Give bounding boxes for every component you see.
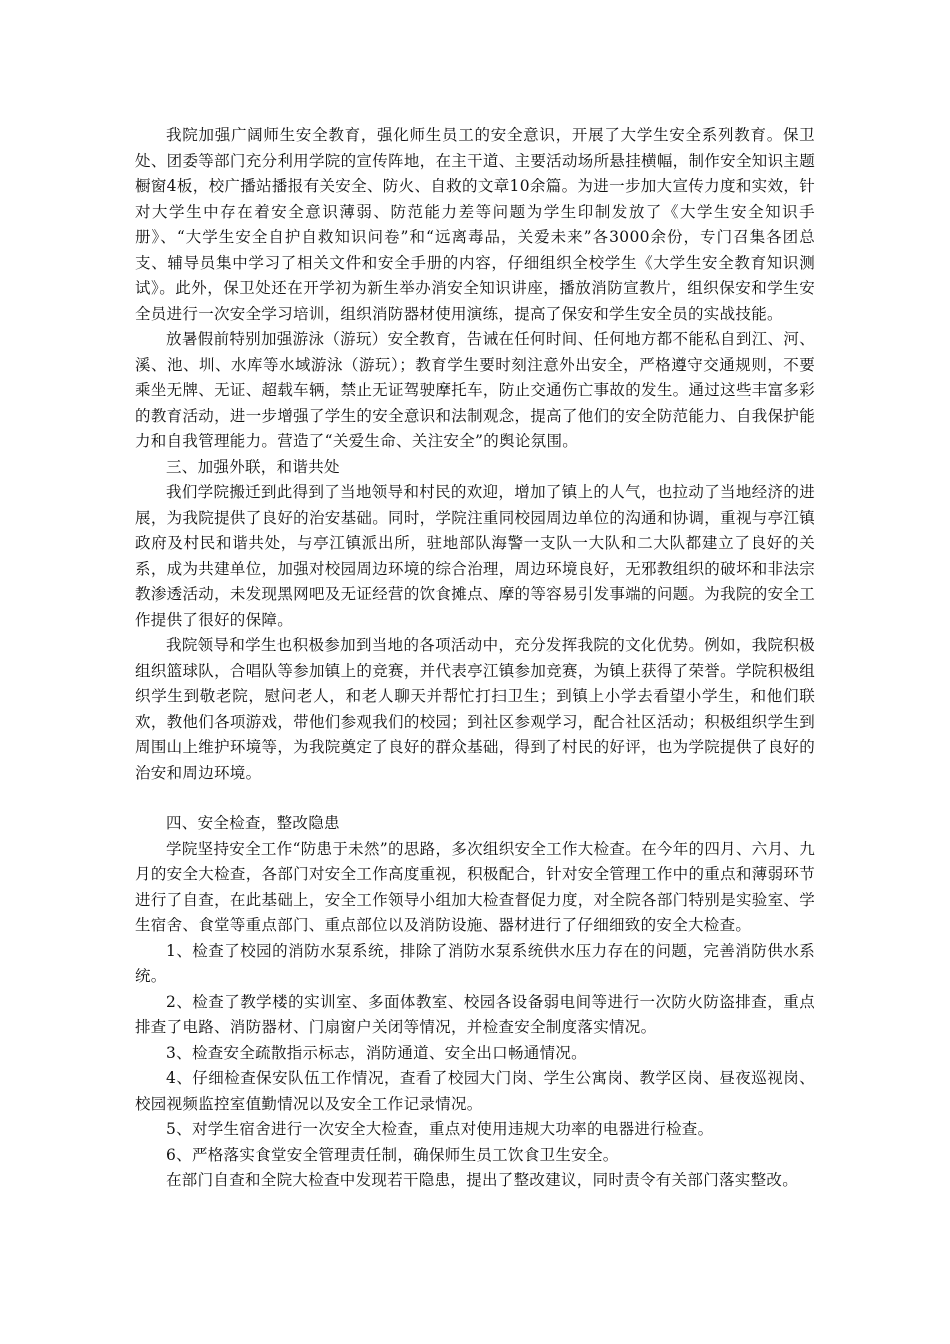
list-item-classroom-check: 2、检查了教学楼的实训室、多面体教室、校园各设备弱电间等进行一次防火防盗排查，重点排查了电路、消防器材、门扇窗户关闭等情况，并检查安全制度落实情况。 bbox=[135, 992, 815, 1036]
section-heading-outreach: 三、加强外联，和谐共处 bbox=[166, 457, 340, 476]
paragraph-inspection-intro: 学院坚持安全工作“防患于未然”的思路，多次组织安全工作大检查。在今年的四月、六月、九月的安全大检查，各部门对安全工作高度重视，积极配合，针对安全管理工作中的重点和薄弱环节进行了自查，在此基础上，安全工作领导小组加大检查督促力度，对全院各部门特别是实验室、学生宿舍、食堂等重点部门、重点部位以及消防设施、器材进行了仔细细致的安全大检查。 bbox=[135, 839, 815, 934]
list-item-evacuation-signs: 3、检查安全疏散指示标志，消防通道、安全出口畅通情况。 bbox=[166, 1043, 587, 1062]
list-item-fire-pump: 1、检查了校园的消防水泵系统，排除了消防水泵系统供水压力存在的问题，完善消防供水系统。 bbox=[135, 941, 815, 985]
paragraph-local-relations: 我们学院搬迁到此得到了当地领导和村民的欢迎，增加了镇上的人气，也拉动了当地经济的进展，为我院提供了良好的治安基础。同时，学院注重同校园周边单位的沟通和协调，重视与亭江镇政府及村民和谐共处，与亭江镇派出所，驻地部队海警一支队一大队和二大队都建立了良好的关系，成为共建单位，加强对校园周边环境的综合治理，周边环境良好，无邪教组织的破坏和非法宗教渗透活动，未发现黑网吧及无证经营的饮食摊点、摩的等容易引发事端的问题。为我院的安全工作提供了很好的保障。 bbox=[135, 483, 815, 629]
list-item-dormitory-check: 5、对学生宿舍进行一次安全大检查，重点对使用违规大功率的电器进行检查。 bbox=[166, 1120, 714, 1138]
blank-line bbox=[135, 786, 815, 811]
paragraph-summer-swimming: 放暑假前特别加强游泳（游玩）安全教育，告诫在任何时间、任何地方都不能私自到江、河、溪、池、圳、水库等水域游泳（游玩）；教育学生要时刻注意外出安全，严格遵守交通规则，不要乘坐无牌、无证、超载车辆，禁止无证驾驶摩托车，防止交通伤亡事故的发生。通过这些丰富多彩的教育活动，进一步增强了学生的安全意识和法制观念，提高了他们的安全防范能力、自我保护能力和自我管理能力。营造了“关爱生命、关注安全”的舆论氛围。 bbox=[135, 330, 815, 450]
paragraph-rectification: 在部门自查和全院大检查中发现若干隐患，提出了整改建议，同时责令有关部门落实整改。 bbox=[166, 1171, 799, 1189]
list-item-security-guards: 4、仔细检查保安队伍工作情况，查看了校园大门岗、学生公寓岗、教学区岗、昼夜巡视岗、校园视频监控室值勤情况以及安全工作记录情况。 bbox=[135, 1069, 815, 1113]
section-heading-inspection: 四、安全检查，整改隐患 bbox=[166, 814, 340, 832]
list-item-canteen-safety: 6、严格落实食堂安全管理责任制，确保师生员工饮食卫生安全。 bbox=[166, 1145, 619, 1164]
document-body bbox=[135, 123, 815, 1194]
paragraph-local-activities: 我院领导和学生也积极参加到当地的各项活动中，充分发挥我院的文化优势。例如，我院积极组织篮球队，合唱队等参加镇上的竞赛，并代表亭江镇参加竞赛，为镇上获得了荣誉。学院积极组织学生到敬老院，慰问老人，和老人聊天并帮忙打扫卫生；到镇上小学去看望小学生，和他们联欢，教他们各项游戏，带他们参观我们的校园；到社区参观学习，配合社区活动；积极组织学生到周围山上维护环境等，为我院奠定了良好的群众基础，得到了村民的好评，也为学院提供了良好的治安和周边环境。 bbox=[135, 636, 815, 782]
paragraph-safety-education: 我院加强广阔师生安全教育，强化师生员工的安全意识，开展了大学生安全系列教育。保卫处、团委等部门充分利用学院的宣传阵地，在主干道、主要活动场所悬挂横幅，制作安全知识主题橱窗4板，校广播站播报有关安全、防火、自救的文章10余篇。为进一步加大宣传力度和实效，针对大学生中存在着安全意识薄弱、防范能力差等问题为学生印制发放了《大学生安全知识手册》、“大学生安全自护自救知识问卷”和“远离毒品，关爱未来”各3000余份，专门召集各团总支、辅导员集中学习了相关文件和安全手册的内容，仔细组织全校学生《大学生安全教育知识测试》。此外，保卫处还在开学初为新生举办消安全知识讲座，播放消防宣教片，组织保安和学生安全员进行一次安全学习培训，组织消防器材使用演练，提高了保安和学生安全员的实战技能。 bbox=[135, 126, 815, 323]
